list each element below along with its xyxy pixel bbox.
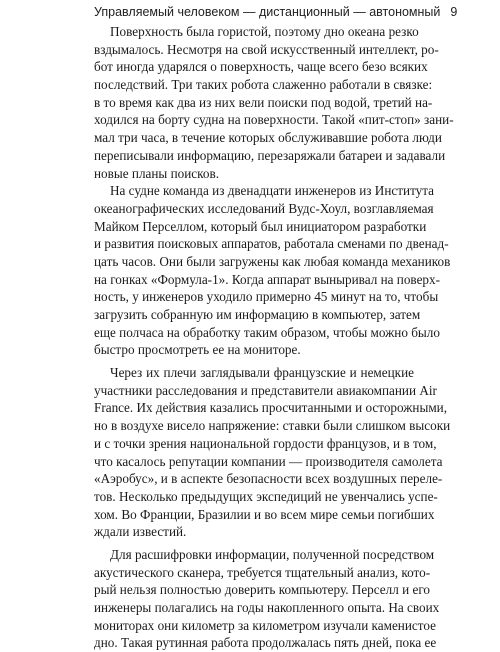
text-line: что касалось репутации компании — производителя самолета xyxy=(94,453,443,469)
text-line: океанографических исследований Вудс-Хоул, возглавляемая xyxy=(94,200,434,216)
text-line: последствий. Три таких робота слаженно работали в связке: xyxy=(94,77,433,93)
text-line: цать часов. Они были загружены как любая команда механиков xyxy=(94,253,451,269)
paragraph xyxy=(94,23,454,182)
text-line: в то время как два из них вели поиски под водой, третий на- xyxy=(94,94,433,110)
text-line: акустического сканера, требуется тщательный анализ, кото- xyxy=(94,564,431,580)
text-line: загрузить собранную им информацию в компьютер, затем xyxy=(94,307,421,322)
text-line: Через их плечи заглядывали французские и немецкие xyxy=(110,365,414,381)
text-line: Майком Перселлом, который был инициатором разработки xyxy=(94,218,427,234)
paragraph xyxy=(94,182,451,359)
text-line: на гонках «Формула-1». Когда аппарат выныривал на поверх- xyxy=(94,271,441,287)
text-line: мал три часа, в течение которых обслуживавшие робота люди xyxy=(94,130,442,146)
text-line: еще полчаса на обработку таким образом, чтобы можно было xyxy=(94,324,440,340)
running-head xyxy=(94,3,458,21)
text-line: инженеры полагались на годы накопленного опыта. На своих xyxy=(94,600,440,615)
text-line: и развития поисковых аппаратов, работала сменами по двенад- xyxy=(94,236,449,252)
text-line: и с точки зрения национальной гордости французов, и в том, xyxy=(94,435,437,451)
text-line: хом. Во Франции, Бразилии и во всем мире семьи погибших xyxy=(94,506,435,522)
text-line: ходился на борту судна на поверхности. Такой «пит-стоп» зани- xyxy=(94,112,454,128)
text-line: вздымалось. Несмотря на свой искусственный интеллект, ро- xyxy=(94,41,439,57)
text-line: участники расследования и представители авиакомпании Air xyxy=(94,382,437,398)
text-line: быстро просмотреть ее на мониторе. xyxy=(94,342,301,358)
body-text xyxy=(94,23,454,652)
text-line: ждали известий. xyxy=(94,524,187,540)
text-line: рый нельзя полностью доверить компьютеру. Перселл и его xyxy=(94,582,430,598)
text-line: дно. Такая рутинная работа продолжалась пять дней, пока ее xyxy=(94,635,437,651)
running-head-title: Управляемый человеком — дистанционный — автономный xyxy=(94,5,441,19)
text-line: бот иногда ударялся о поверхность, чаще всего безо всяких xyxy=(94,59,428,75)
text-line: ность, у инженеров уходило примерно 45 минут на то, чтобы xyxy=(94,289,439,305)
text-line: «Аэробус», и в аспекте безопасности всех воздушных переле- xyxy=(94,471,443,487)
text-line: Для расшифровки информации, полученной посредством xyxy=(110,546,435,562)
text-line: Поверхность была гористой, поэтому дно океана резко xyxy=(110,24,419,39)
text-line: новые планы поисков. xyxy=(94,165,220,181)
text-line: тов. Несколько предыдущих экспедиций не увенчались успе- xyxy=(94,488,438,504)
paragraph xyxy=(94,546,440,652)
text-line: France. Их действия казались просчитанными и осторожными, xyxy=(94,400,448,416)
page-number: 9 xyxy=(450,5,458,19)
text-line: мониторах они километр за километром изучали каменистое xyxy=(94,617,436,633)
text-line: но в воздухе висело напряжение: ставки были слишком высоки xyxy=(94,418,451,434)
text-line: На судне команда из двенадцати инженеров из Института xyxy=(110,183,435,199)
paragraph xyxy=(94,364,451,541)
text-line: переписывали информацию, перезаряжали батареи и задавали xyxy=(94,147,446,163)
